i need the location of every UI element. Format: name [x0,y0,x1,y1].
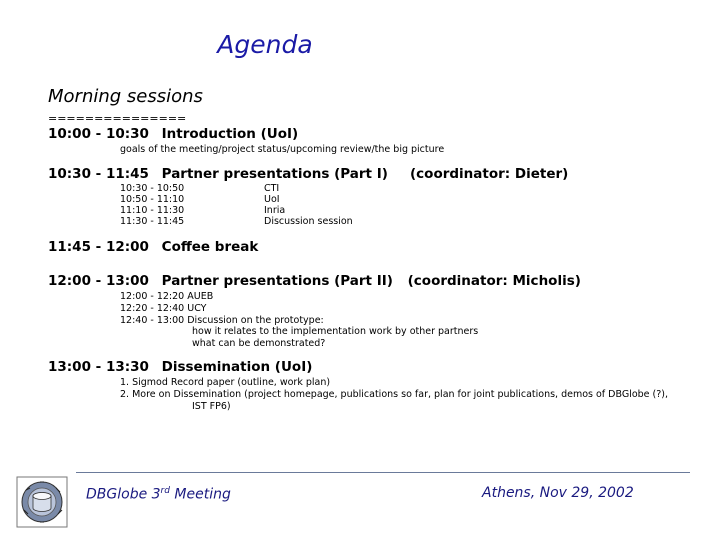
sub-line: 12:00 - 12:20 AUEB [120,291,214,302]
agenda-slot-introduction [48,126,298,142]
slot-coordinator: (coordinator: Micholis) [407,273,581,289]
slot-time: 11:45 - 12:00 [48,239,149,255]
footer-superscript: rd [160,486,170,496]
slot-label: Coffee break [161,239,259,255]
slot-time: 10:30 - 11:45 [48,166,149,182]
agenda-slot-coffee-break [48,239,258,255]
agenda-slot-partner-part1 [48,166,388,182]
footer-divider [76,472,690,473]
slot-label: Dissemination (UoI) [161,359,313,375]
sub-time: 11:10 - 11:30 [120,205,185,216]
sub-who: Discussion session [264,216,353,227]
sub-who: Inria [264,205,286,216]
sub-time: 10:50 - 11:10 [120,194,185,205]
footer-location-date: Athens, Nov 29, 2002 [482,485,634,501]
dbglobe-logo-icon [16,476,68,528]
sub-line-indented: IST FP6) [192,401,231,412]
sub-line-indented: how it relates to the implementation work by other partners [192,326,479,337]
agenda-slot-dissemination [48,359,312,375]
slot-time: 10:00 - 10:30 [48,126,149,142]
slot-coordinator: (coordinator: Dieter) [410,166,569,182]
slot-label: Introduction (UoI) [161,126,299,142]
slot-time: 13:00 - 13:30 [48,359,149,375]
sub-time: 10:30 - 10:50 [120,183,185,194]
sub-who: UoI [264,194,280,205]
sub-line: 12:40 - 13:00 Discussion on the prototype: [120,315,324,326]
sub-line: 12:20 - 12:40 UCY [120,303,207,314]
sub-who: CTI [264,183,280,194]
slot-time: 12:00 - 13:00 [48,273,149,289]
footer-meeting-text: DBGlobe 3 [86,486,161,503]
sub-schedule [120,183,424,227]
footer-meeting-name [86,486,231,503]
slot-label: Partner presentations (Part II) [161,273,393,289]
agenda-slot-partner-part2 [48,273,581,289]
footer-meeting-tail: Meeting [169,486,231,503]
slot-label: Partner presentations (Part I) [161,166,388,182]
heading-underline: =============== [48,112,187,125]
slot-note: goals of the meeting/project status/upcoming review/the big picture [120,144,445,155]
sub-line-indented: what can be demonstrated? [192,338,326,349]
sub-line: 1. Sigmod Record paper (outline, work plan) [120,377,331,388]
sub-time: 11:30 - 11:45 [120,216,185,227]
section-heading: Morning sessions [48,86,203,107]
sub-line: 2. More on Dissemination (project homepage, publications so far, plan for joint publications, demos of DBGlobe (?), [120,389,669,400]
page-title: Agenda [217,30,313,59]
